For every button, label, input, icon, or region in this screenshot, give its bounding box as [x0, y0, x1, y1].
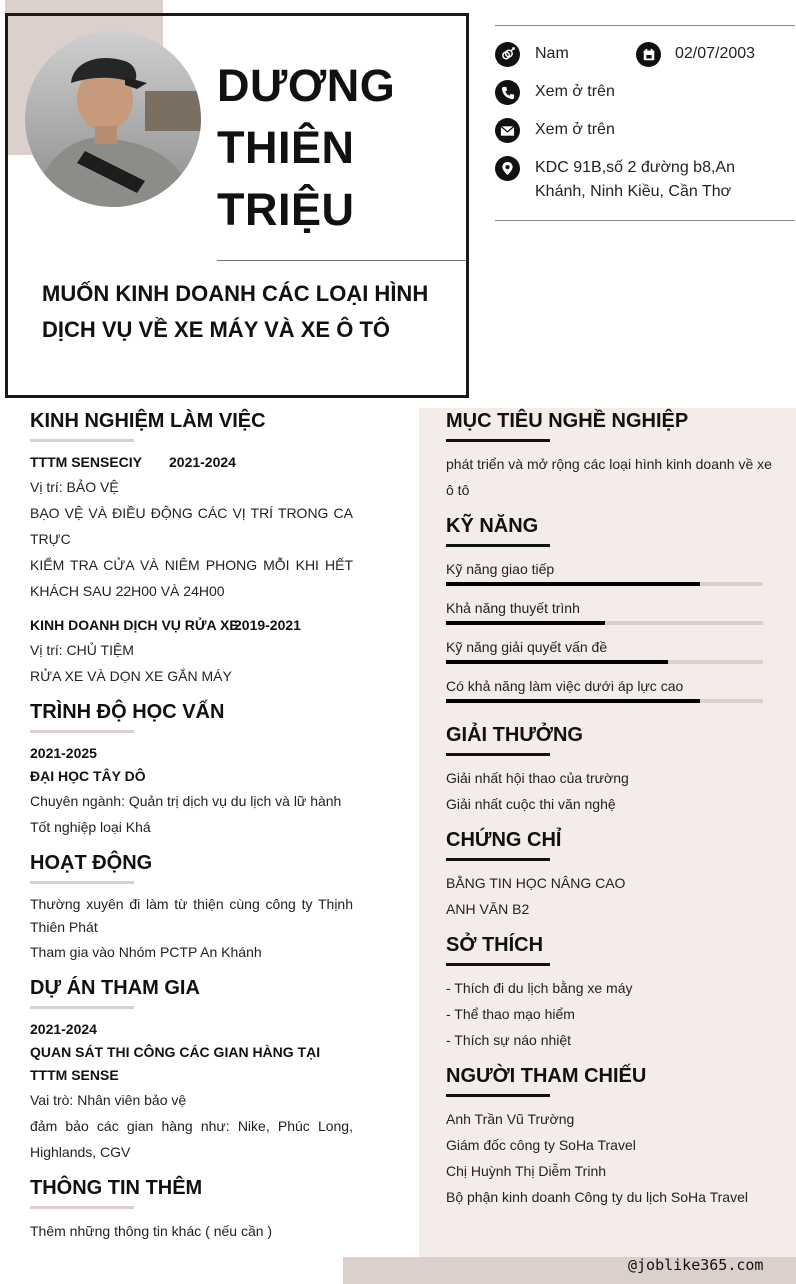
- education-period: 2021-2025: [30, 745, 97, 761]
- reference-item-1: Anh Trần Vũ Trường: [446, 1111, 575, 1127]
- envelope-icon: [495, 118, 520, 143]
- skill-bar-fill-3: [446, 660, 668, 664]
- projects-underline: [30, 1006, 134, 1009]
- skill-bar-3: [446, 660, 763, 664]
- footer-watermark: @joblike365.com: [628, 1256, 764, 1274]
- certificate-item-1: BẰNG TIN HỌC NÂNG CAO: [446, 875, 626, 891]
- contact-divider-top: [495, 25, 795, 26]
- job-1-period: 2021-2024: [169, 454, 236, 470]
- education-underline: [30, 730, 134, 733]
- education-grade: Tốt nghiệp loại Khá: [30, 819, 151, 835]
- skill-bar-1: [446, 582, 763, 586]
- objective-title: MUỐN KINH DOANH CÁC LOẠI HÌNH DỊCH VỤ VỀ XE MÁY VÀ XE Ô TÔ: [42, 281, 429, 342]
- hobby-item-3: - Thích sự náo nhiệt: [446, 1032, 572, 1048]
- skill-bar-fill-4: [446, 699, 700, 703]
- hobby-item-1: - Thích đi du lịch bằng xe máy: [446, 980, 633, 996]
- name-line-1: DƯƠNG: [217, 60, 396, 111]
- skill-label-4: Có khả năng làm việc dưới áp lực cao: [446, 678, 684, 694]
- project-period: 2021-2024: [30, 1021, 97, 1037]
- project-role: Vai trò: Nhân viên bảo vệ: [30, 1092, 187, 1108]
- more-info-underline: [30, 1206, 134, 1209]
- contact-email: Xem ở trên: [535, 121, 615, 138]
- candidate-name: [217, 55, 395, 241]
- skill-bar-4: [446, 699, 763, 703]
- activity-item-2: Tham gia vào Nhóm PCTP An Khánh: [30, 944, 262, 960]
- career-goal-text: phát triển và mở rộng các loại hình kinh doanh về xe ô tô: [446, 456, 772, 498]
- career-goal-title: MỤC TIÊU NGHỀ NGHIỆP: [446, 410, 689, 432]
- skill-label-1: Kỹ năng giao tiếp: [446, 561, 555, 577]
- contact-birthday: 02/07/2003: [675, 45, 756, 62]
- skill-bar-fill-1: [446, 582, 700, 586]
- job-2-period: 2019-2021: [234, 617, 301, 633]
- contact-gender: Nam: [535, 45, 569, 62]
- certificate-item-2: ANH VĂN B2: [446, 901, 530, 917]
- phone-icon: [495, 80, 520, 105]
- hobby-item-2: - Thể thao mạo hiểm: [446, 1006, 575, 1022]
- certificates-underline: [446, 858, 550, 861]
- name-line-2: THIÊN: [217, 122, 355, 173]
- skills-title: KỸ NĂNG: [446, 515, 539, 537]
- name-divider: [217, 260, 466, 261]
- job-1-duty-1: BẠO VỆ VÀ ĐIỀU ĐỘNG CÁC VỊ TRÍ TRONG CA TRỰC: [30, 505, 353, 547]
- experience-title: KINH NGHIỆM LÀM VIỆC: [30, 410, 266, 432]
- award-item-2: Giải nhất cuộc thi văn nghệ: [446, 796, 616, 812]
- avatar: [25, 31, 201, 207]
- activities-title: HOẠT ĐỘNG: [30, 852, 153, 874]
- education-title: TRÌNH ĐỘ HỌC VẤN: [30, 701, 225, 723]
- skill-label-2: Khả năng thuyết trình: [446, 600, 580, 616]
- education-major: Chuyên ngành: Quản trị dịch vụ du lịch và lữ hành: [30, 793, 342, 809]
- awards-underline: [446, 753, 550, 756]
- more-info-title: THÔNG TIN THÊM: [30, 1177, 203, 1199]
- contact-phone: Xem ở trên: [535, 83, 615, 100]
- reference-item-3: Chị Huỳnh Thị Diễm Trinh: [446, 1163, 607, 1179]
- award-item-1: Giải nhất hội thao của trường: [446, 770, 629, 786]
- job-2-position: Vị trí: CHỦ TIỆM: [30, 642, 134, 658]
- job-1-company: TTTM SENSECIY: [30, 454, 143, 470]
- more-info-text: Thêm những thông tin khác ( nếu cần ): [30, 1223, 273, 1239]
- gender-icon: [495, 42, 520, 67]
- skill-bar-2: [446, 621, 763, 625]
- job-1-duty-2: KIỂM TRA CỬA VÀ NIÊM PHONG MỖI KHI HẾT KHÁCH SAU 22H00 VÀ 24H00: [30, 557, 353, 599]
- references-underline: [446, 1094, 550, 1097]
- calendar-icon: [636, 42, 661, 67]
- job-2-duty-1: RỬA XE VÀ DỌN XE GẮN MÁY: [30, 668, 232, 684]
- job-1-position: Vị trí: BẢO VỆ: [30, 479, 119, 495]
- reference-item-2: Giám đốc công ty SoHa Travel: [446, 1137, 636, 1153]
- projects-title: DỰ ÁN THAM GIA: [30, 977, 200, 999]
- contact-address: KDC 91B,số 2 đường b8,An Khánh, Ninh Kiều, Cần Thơ: [535, 159, 735, 200]
- experience-underline: [30, 439, 134, 442]
- hobbies-underline: [446, 963, 550, 966]
- project-detail: đảm bảo các gian hàng như: Nike, Phúc Long, Highlands, CGV: [30, 1118, 353, 1160]
- location-pin-icon: [495, 156, 520, 181]
- skill-label-3: Kỹ năng giải quyết vấn đề: [446, 639, 608, 655]
- hobbies-title: SỞ THÍCH: [446, 934, 544, 956]
- skills-underline: [446, 544, 550, 547]
- reference-item-4: Bộ phận kinh doanh Công ty du lịch SoHa Travel: [446, 1189, 748, 1205]
- skill-bar-fill-2: [446, 621, 605, 625]
- name-line-3: TRIỆU: [217, 184, 355, 235]
- activity-item-1: Thường xuyên đi làm từ thiện cùng công ty Thịnh Thiên Phát: [30, 896, 353, 935]
- certificates-title: CHỨNG CHỈ: [446, 829, 562, 851]
- project-name: QUAN SÁT THI CÔNG CÁC GIAN HÀNG TẠI TTTM SENSE: [30, 1044, 321, 1083]
- job-2-company: KINH DOANH DỊCH VỤ RỬA XE: [30, 617, 239, 633]
- education-school: ĐẠI HỌC TÂY DÔ: [30, 768, 146, 784]
- references-title: NGƯỜI THAM CHIẾU: [446, 1065, 647, 1087]
- awards-title: GIẢI THƯỞNG: [446, 724, 583, 746]
- activities-underline: [30, 881, 134, 884]
- contact-divider-bottom: [495, 220, 795, 221]
- career-goal-underline: [446, 439, 550, 442]
